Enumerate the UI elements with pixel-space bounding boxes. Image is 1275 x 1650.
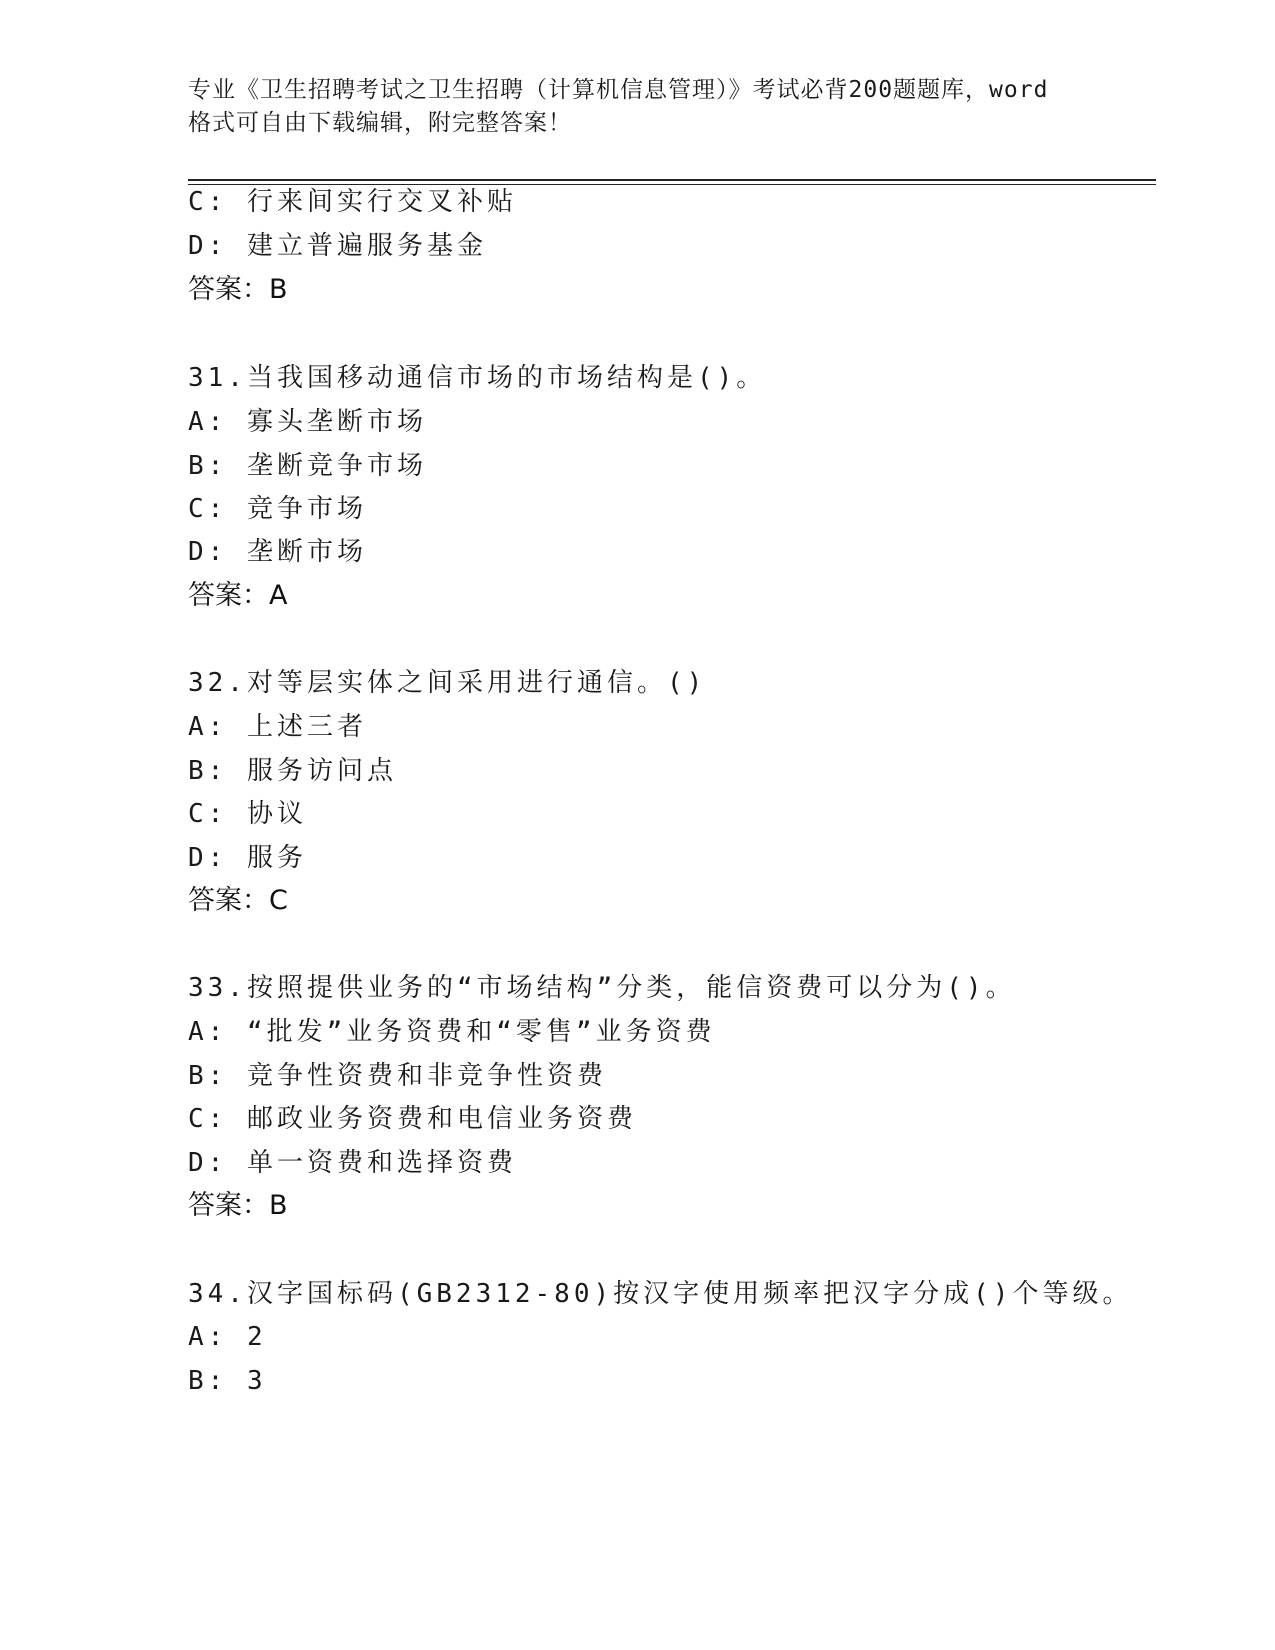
- option-d: D: 建立普遍服务基金: [188, 231, 487, 261]
- option-a: A: 上述三者: [188, 712, 367, 742]
- option-d: D: 单一资费和选择资费: [188, 1148, 517, 1178]
- option-c: C: 行来间实行交叉补贴: [188, 187, 517, 217]
- question-stem: 33.按照提供业务的“市场结构”分类，能信资费可以分为()。: [188, 973, 1016, 1003]
- option-b: B: 3: [188, 1366, 267, 1396]
- header-title-line1: 专业《卫生招聘考试之卫生招聘（计算机信息管理）》考试必背200题题库，word: [188, 77, 1049, 103]
- document-header: [188, 74, 1088, 140]
- option-b: B: 竞争性资费和非竞争性资费: [188, 1061, 607, 1091]
- option-c: C: 竞争市场: [188, 494, 367, 524]
- answer-line: 答案：B: [188, 274, 288, 305]
- option-d: D: 垄断市场: [188, 537, 367, 567]
- answer-line: 答案：C: [188, 885, 288, 916]
- question-stem: 32.对等层实体之间采用进行通信。(): [188, 668, 707, 698]
- answer-line: 答案：A: [188, 580, 288, 611]
- header-title-line2: 格式可自由下载编辑，附完整答案！: [188, 110, 572, 136]
- option-c: C: 邮政业务资费和电信业务资费: [188, 1104, 637, 1134]
- question-stem: 31.当我国移动通信市场的市场结构是()。: [188, 363, 767, 393]
- option-a: A: 2: [188, 1322, 267, 1352]
- option-c: C: 协议: [188, 799, 307, 829]
- option-d: D: 服务: [188, 843, 307, 873]
- question-stem: 34.汉字国标码(GB2312-80)按汉字使用频率把汉字分成()个等级。: [188, 1279, 1133, 1309]
- option-b: B: 服务访问点: [188, 756, 397, 786]
- header-divider-thick: [188, 179, 1156, 181]
- option-a: A: 寡头垄断市场: [188, 407, 427, 437]
- option-b: B: 垄断竞争市场: [188, 451, 427, 481]
- option-a: A: “批发”业务资费和“零售”业务资费: [188, 1017, 716, 1047]
- answer-line: 答案：B: [188, 1190, 288, 1221]
